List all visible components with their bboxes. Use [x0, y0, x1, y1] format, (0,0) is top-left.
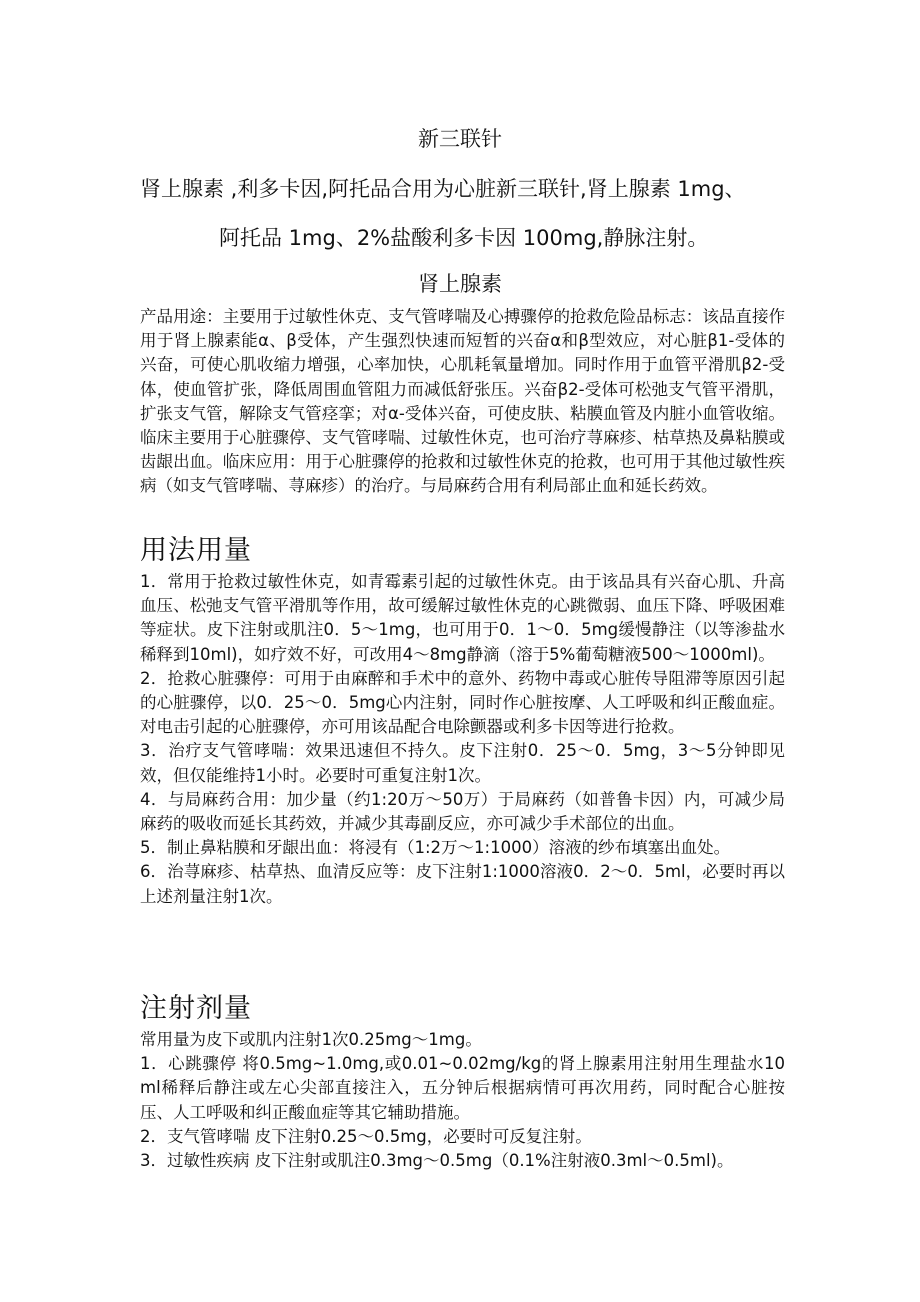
dose-list — [140, 1028, 785, 1173]
list-item: 1．心跳骤停 将0.5mg~1.0mg,或0.01~0.02mg/kg的肾上腺素用注射用生理盐水10ml稀释后静注或左心尖部直接注入，五分钟后根据病情可再次用药，同时配合心脏按压、人工呼吸和纠正酸血症等其它辅助措施。 — [140, 1054, 785, 1122]
list-item: 3．治疗支气管哮喘：效果迅速但不持久。皮下注射0．25～0．5mg，3～5分钟即见效，但仅能维持1小时。必要时可重复注射1次。 — [140, 741, 785, 785]
description-paragraph: 产品用途：主要用于过敏性休克、支气管哮喘及心搏骤停的抢救危险品标志：该品直接作用于肾上腺素能α、β受体，产生强烈快速而短暂的兴奋α和β型效应，对心脏β1-受体的兴奋，可使心肌收缩力增强，心率加快，心肌耗氧量增加。同时作用于血管平滑肌β2-受体，使血管扩张，降低周围血管阻力而减低舒张压。兴奋β2-受体可松弛支气管平滑肌，扩张支气管，解除支气管痉挛；对α-受体兴奋，可使皮肤、粘膜血管及内脏小血管收缩。临床主要用于心脏骤停、支气管哮喘、过敏性休克，也可治疗荨麻疹、枯草热及鼻粘膜或齿龈出血。临床应用：用于心脏骤停的抢救和过敏性休克的抢救，也可用于其他过敏性疾病（如支气管哮喘、荨麻疹）的治疗。与局麻药合用有利局部止血和延长药效。 — [140, 307, 785, 496]
list-item: 1．常用于抢救过敏性休克，如青霉素引起的过敏性休克。由于该品具有兴奋心肌、升高血压、松弛支气管平滑肌等作用，故可缓解过敏性休克的心跳微弱、血压下降、呼吸困难等症状。皮下注射或肌注0．5～1mg，也可用于0．1～0．5mg缓慢静注（以等渗盐水稀释到10ml)，如疗效不好，可改用4～8mg静滴（溶于5%葡萄糖液500～1000ml)。 — [140, 572, 785, 664]
list-item: 4．与局麻药合用：加少量（约1:20万～50万）于局麻药（如普鲁卡因）内，可减少局麻药的吸收而延长其药效，并减少其毒副反应，亦可减少手术部位的出血。 — [140, 789, 785, 834]
usage-list — [140, 570, 785, 909]
intro-line-2: 阿托品 1mg、2%盐酸利多卡因 100mg,静脉注射。 — [219, 226, 709, 250]
list-item: 3．过敏性疾病 皮下注射或肌注0.3mg～0.5mg（0.1%注射液0.3ml～0.5ml)。 — [140, 1151, 734, 1171]
list-item: 2．抢救心脏骤停：可用于由麻醉和手术中的意外、药物中毒或心脏传导阻滞等原因引起的心脏骤停，以0．25～0．5mg心内注射，同时作心脏按摩、人工呼吸和纠正酸血症。对电击引起的心脏骤停，亦可用该品配合电除颤器或利多卡因等进行抢救。 — [140, 668, 785, 737]
list-item: 2．支气管哮喘 皮下注射0.25～0.5mg，必要时可反复注射。 — [140, 1126, 592, 1146]
intro-line-1: 肾上腺素 ,利多卡因,阿托品合用为心脏新三联针,肾上腺素 1mg、 — [140, 177, 746, 201]
document-title: 新三联针 — [418, 127, 502, 151]
dose-intro: 常用量为皮下或肌内注射1次0.25mg～1mg。 — [140, 1030, 482, 1049]
list-item: 6．治荨麻疹、枯草热、血清反应等：皮下注射1:1000溶液0．2～0．5ml，必要时再以上述剂量注射1次。 — [140, 862, 785, 906]
section-title: 肾上腺素 — [418, 272, 502, 296]
dose-heading: 注射剂量 — [140, 993, 252, 1024]
list-item: 5．制止鼻粘膜和牙龈出血：将浸有（1:2万～1:1000）溶液的纱布填塞出血处。 — [140, 838, 731, 858]
usage-heading: 用法用量 — [140, 535, 252, 566]
